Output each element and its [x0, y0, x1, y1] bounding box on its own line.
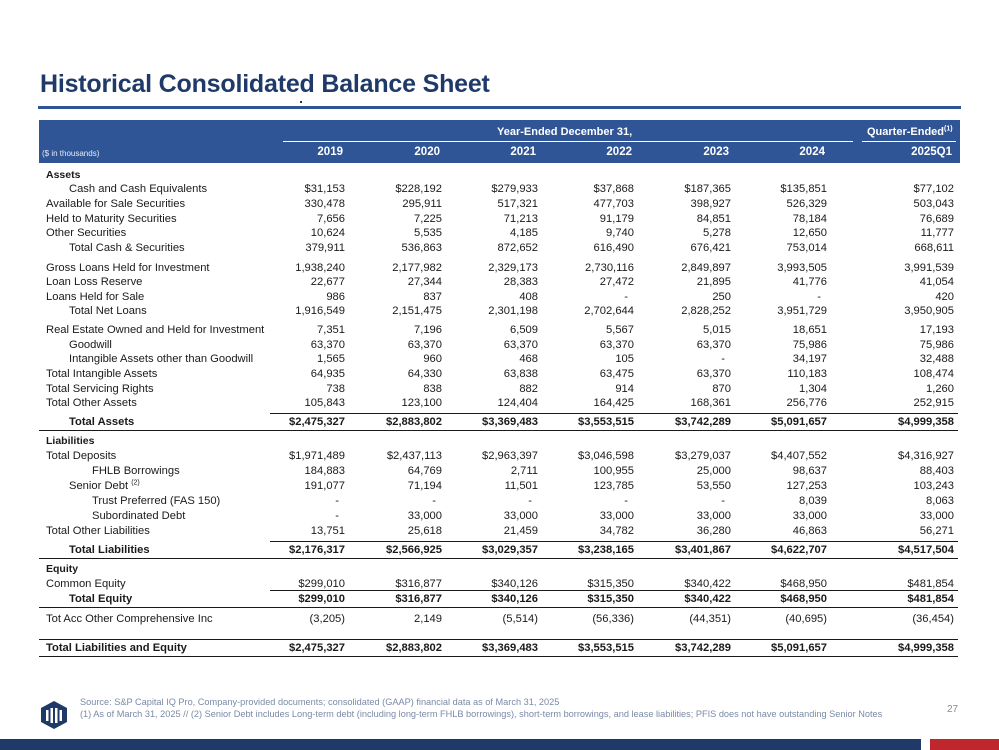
- group-header-quarter-rule: [862, 141, 956, 142]
- cell-2021: 71,213: [503, 213, 538, 225]
- cell-2020: $2,883,802: [386, 642, 442, 654]
- cell-2019: 10,624: [310, 227, 345, 239]
- cell-2025Q1: 3,991,539: [904, 262, 954, 274]
- row-label: Real Estate Owned and Held for Investment: [46, 324, 265, 336]
- cell-2020: 838: [423, 383, 442, 395]
- cell-2025Q1: 252,915: [913, 397, 954, 409]
- cell-2023: 53,550: [696, 480, 731, 492]
- cell-2022: $3,553,515: [578, 642, 634, 654]
- cell-2019: $1,971,489: [289, 450, 345, 462]
- row-label: Goodwill: [69, 339, 112, 351]
- cell-2025Q1: 1,260: [926, 383, 954, 395]
- table-header: [39, 120, 960, 163]
- table-row: [39, 396, 960, 410]
- cell-2024: 1,304: [799, 383, 827, 395]
- cell-2025Q1: 8,063: [926, 495, 954, 507]
- cell-2020: 5,535: [414, 227, 442, 239]
- cell-2021: 63,838: [503, 368, 538, 380]
- row-label: FHLB Borrowings: [92, 465, 180, 477]
- cell-2019: $2,475,327: [289, 642, 345, 654]
- cell-2023: 168,361: [690, 397, 731, 409]
- cell-2019: 191,077: [304, 480, 345, 492]
- cell-2024: 33,000: [792, 510, 827, 522]
- cell-2023: $3,742,289: [675, 416, 731, 428]
- cell-2025Q1: $77,102: [913, 183, 954, 195]
- column-header-2022: 2022: [606, 146, 632, 158]
- cell-2021: 872,652: [497, 242, 538, 254]
- cell-2022: 123,785: [593, 480, 634, 492]
- total-row: [39, 592, 960, 606]
- cell-2021: $2,963,397: [482, 450, 538, 462]
- cell-2022: 91,179: [599, 213, 634, 225]
- cell-2021: $3,369,483: [482, 642, 538, 654]
- cell-2019: 105,843: [304, 397, 345, 409]
- cell-2023: 63,370: [696, 368, 731, 380]
- cell-2023: 63,370: [696, 339, 731, 351]
- cell-2022: 616,490: [593, 242, 634, 254]
- row-label: Held to Maturity Securities: [46, 213, 177, 225]
- total-rule: [39, 607, 958, 608]
- cell-2020: 2,177,982: [392, 262, 442, 274]
- cell-2025Q1: 75,986: [919, 339, 954, 351]
- total-row: [39, 543, 960, 557]
- table-row: [39, 509, 960, 523]
- cell-2022: $3,238,165: [578, 544, 634, 556]
- cell-2021: 408: [519, 291, 538, 303]
- cell-2024: 753,014: [786, 242, 827, 254]
- cell-2024: -: [817, 291, 821, 303]
- cell-2020: 7,196: [414, 324, 442, 336]
- row-label: Total Equity: [69, 593, 133, 605]
- cell-2023: $340,422: [684, 593, 731, 605]
- cell-2025Q1: 3,950,905: [904, 305, 954, 317]
- cell-2025Q1: 668,611: [914, 242, 954, 254]
- row-label: Senior Debt $^{(2)}$: [69, 479, 140, 492]
- cell-2022: $3,046,598: [578, 450, 634, 462]
- cell-2023: 5,015: [703, 324, 731, 336]
- cell-2025Q1: 56,271: [919, 525, 954, 537]
- cell-2020: $2,437,113: [386, 450, 442, 462]
- cell-2025Q1: 420: [935, 291, 954, 303]
- cell-2022: $3,553,515: [578, 416, 634, 428]
- cell-2021: 6,509: [510, 324, 538, 336]
- cell-2021: $279,933: [491, 183, 538, 195]
- table-row: [39, 479, 960, 493]
- cell-2021: $340,126: [491, 578, 538, 590]
- table-row: [39, 323, 960, 337]
- row-label: Total Liabilities: [69, 544, 150, 556]
- total-rule: [270, 541, 958, 542]
- cell-2025Q1: (36,454): [912, 613, 954, 625]
- cell-2025Q1: 41,054: [919, 276, 954, 288]
- row-label: Intangible Assets other than Goodwill: [69, 353, 254, 365]
- cell-2023: 21,895: [696, 276, 731, 288]
- cell-2019: 738: [326, 383, 345, 395]
- cell-2019: 986: [326, 291, 345, 303]
- cell-2019: 22,677: [310, 276, 345, 288]
- section-header: [39, 562, 960, 576]
- table-row: [39, 494, 960, 508]
- cell-2024: 41,776: [792, 276, 827, 288]
- cell-2024: $4,622,707: [771, 544, 827, 556]
- cell-2025Q1: 17,193: [919, 324, 954, 336]
- table-row: [39, 352, 960, 366]
- footer-bar-red: [930, 739, 999, 750]
- cell-2020: $316,877: [395, 578, 442, 590]
- cell-2021: -: [528, 495, 532, 507]
- cell-2019: $31,153: [304, 183, 345, 195]
- cell-2022: $315,350: [587, 578, 634, 590]
- section-header: [39, 434, 960, 448]
- total-row: [39, 641, 960, 655]
- cell-2024: 526,329: [786, 198, 827, 210]
- table-row: [39, 367, 960, 381]
- row-label: Equity: [46, 563, 79, 575]
- cell-2020: 25,618: [407, 525, 442, 537]
- cell-2022: 164,425: [593, 397, 634, 409]
- cell-2019: 63,370: [310, 339, 345, 351]
- row-label: Total Cash & Securities: [69, 242, 185, 254]
- group-header-year: Year-Ended December 31,: [497, 126, 633, 138]
- cell-2019: (3,205): [309, 613, 345, 625]
- cell-2022: 5,567: [606, 324, 634, 336]
- column-header-2021: 2021: [510, 146, 536, 158]
- cell-2023: 2,849,897: [681, 262, 731, 274]
- table-row: [39, 197, 960, 211]
- row-label: Total Other Liabilities: [46, 525, 150, 537]
- cell-2020: 837: [423, 291, 442, 303]
- table-row: [39, 275, 960, 289]
- cell-2020: 7,225: [414, 213, 442, 225]
- cell-2019: 379,911: [305, 242, 345, 254]
- cell-2024: $468,950: [780, 578, 827, 590]
- table-row: [39, 524, 960, 538]
- cell-2022: 34,782: [599, 525, 634, 537]
- column-header-2020: 2020: [414, 146, 440, 158]
- table-row: [39, 226, 960, 240]
- table-row: [39, 290, 960, 304]
- cell-2020: $316,877: [395, 593, 442, 605]
- cell-2021: 468: [519, 353, 538, 365]
- cell-2023: 250: [712, 291, 731, 303]
- table-row: [39, 382, 960, 396]
- cell-2024: $5,091,657: [771, 642, 827, 654]
- row-label: Gross Loans Held for Investment: [46, 262, 210, 274]
- cell-2020: 71,194: [407, 480, 442, 492]
- cell-2021: 517,321: [497, 198, 538, 210]
- cell-2024: (40,695): [785, 613, 827, 625]
- cell-2022: 33,000: [599, 510, 634, 522]
- cell-2020: 27,344: [407, 276, 442, 288]
- cell-2024: 8,039: [799, 495, 827, 507]
- cell-2023: 870: [712, 383, 731, 395]
- row-label: Total Deposits: [46, 450, 117, 462]
- cell-2020: $228,192: [395, 183, 442, 195]
- cell-2021: 63,370: [503, 339, 538, 351]
- shield-logo-icon: [39, 700, 69, 730]
- cell-2020: 63,370: [407, 339, 442, 351]
- row-label: Other Securities: [46, 227, 127, 239]
- cell-2024: $4,407,552: [771, 450, 827, 462]
- cell-2024: 110,183: [787, 368, 827, 380]
- total-rule: [39, 558, 958, 559]
- cell-2023: 33,000: [696, 510, 731, 522]
- row-label: Total Intangible Assets: [46, 368, 158, 380]
- cell-2020: 295,911: [402, 198, 442, 210]
- cell-2020: -: [432, 495, 436, 507]
- row-label: Trust Preferred (FAS 150): [92, 495, 221, 507]
- cell-2019: $2,176,317: [289, 544, 345, 556]
- row-label: Tot Acc Other Comprehensive Inc: [46, 613, 213, 625]
- footer-bar-navy: [0, 739, 921, 750]
- cell-2024: 3,951,729: [777, 305, 827, 317]
- cell-2019: -: [335, 510, 339, 522]
- cell-2024: 12,650: [792, 227, 827, 239]
- table-row: [39, 577, 960, 591]
- column-header-2023: 2023: [703, 146, 729, 158]
- cell-2021: 33,000: [503, 510, 538, 522]
- row-label: Cash and Cash Equivalents: [69, 183, 208, 195]
- row-label: Common Equity: [46, 578, 126, 590]
- cell-2020: $2,566,925: [386, 544, 442, 556]
- cell-2022: 9,740: [606, 227, 634, 239]
- cell-2021: 124,404: [497, 397, 538, 409]
- cell-2019: 1,565: [317, 353, 345, 365]
- page-title: Historical Consolidated Balance Sheet: [40, 70, 490, 98]
- table-row: [39, 612, 960, 626]
- cell-2019: $2,475,327: [289, 416, 345, 428]
- cell-2025Q1: $4,999,358: [898, 642, 954, 654]
- cell-2021: 2,301,198: [488, 305, 538, 317]
- cell-2024: 98,637: [792, 465, 827, 477]
- cell-2024: 46,863: [792, 525, 827, 537]
- cell-2023: 36,280: [696, 525, 731, 537]
- cell-2022: $37,868: [593, 183, 634, 195]
- cell-2021: 28,383: [503, 276, 538, 288]
- table-row: [39, 182, 960, 196]
- cell-2021: 882: [519, 383, 538, 395]
- row-label: Available for Sale Securities: [46, 198, 186, 210]
- cell-2022: 105: [615, 353, 634, 365]
- cell-2021: 2,329,173: [488, 262, 538, 274]
- table-row: [39, 449, 960, 463]
- cell-2019: 184,883: [304, 465, 345, 477]
- cell-2025Q1: 11,777: [920, 227, 954, 239]
- table-row: [39, 241, 960, 255]
- footnote-text: (1) As of March 31, 2025 // (2) Senior Debt includes Long-term debt (including long-term FHLB borrowings), short-term borrowings, and lease liabilities; PFIS does not have outstanding Senior Notes: [80, 708, 883, 719]
- cell-2022: 63,475: [599, 368, 634, 380]
- cell-2021: $3,369,483: [482, 416, 538, 428]
- cell-2020: 960: [423, 353, 442, 365]
- footnotes: [80, 697, 920, 720]
- source-note: Source: S&P Capital IQ Pro, Company-provided documents; consolidated (GAAP) financial data as of March 31, 2025: [80, 697, 560, 707]
- cell-2020: 123,100: [401, 397, 442, 409]
- total-rule: [270, 413, 958, 414]
- row-label: Subordinated Debt: [92, 510, 186, 522]
- cell-2021: (5,514): [502, 613, 538, 625]
- total-rule: [39, 639, 958, 640]
- cell-2022: 2,730,116: [585, 262, 634, 274]
- cell-2019: 7,351: [317, 324, 345, 336]
- units-label: ($ in thousands): [42, 149, 100, 158]
- cell-2022: 100,955: [593, 465, 634, 477]
- cell-2022: 477,703: [593, 198, 634, 210]
- cell-2019: $299,010: [298, 593, 345, 605]
- cell-2025Q1: 76,689: [919, 213, 954, 225]
- cell-2019: 1,916,549: [295, 305, 345, 317]
- table-row: [39, 338, 960, 352]
- cell-2024: 256,776: [786, 397, 827, 409]
- cell-2019: 1,938,240: [295, 262, 345, 274]
- cell-2020: 33,000: [407, 510, 442, 522]
- cell-2019: -: [335, 495, 339, 507]
- total-row: [39, 415, 960, 429]
- table-row: [39, 304, 960, 318]
- cell-2024: 127,253: [786, 480, 827, 492]
- cell-2021: 4,185: [510, 227, 538, 239]
- cell-2021: $340,126: [491, 593, 538, 605]
- cell-2024: 78,184: [792, 213, 827, 225]
- cell-2023: 2,828,252: [681, 305, 731, 317]
- cell-2023: 5,278: [703, 227, 731, 239]
- column-header-2024: 2024: [799, 146, 825, 158]
- cell-2022: 914: [615, 383, 634, 395]
- column-header-2019: 2019: [317, 146, 343, 158]
- cell-2023: $3,401,867: [675, 544, 731, 556]
- row-label: Total Net Loans: [69, 305, 147, 317]
- cell-2023: $3,279,037: [675, 450, 731, 462]
- cell-2023: 84,851: [696, 213, 731, 225]
- cell-2024: 3,993,505: [777, 262, 827, 274]
- cell-2023: $3,742,289: [675, 642, 731, 654]
- cell-2022: 63,370: [599, 339, 634, 351]
- cell-2023: (44,351): [689, 613, 731, 625]
- cell-2024: 34,197: [792, 353, 827, 365]
- total-rule: [39, 656, 958, 657]
- cell-2024: $135,851: [780, 183, 827, 195]
- cell-2019: 13,751: [310, 525, 345, 537]
- cell-2025Q1: $4,999,358: [898, 416, 954, 428]
- cell-2020: 64,330: [407, 368, 442, 380]
- row-label: Assets: [46, 169, 81, 181]
- cell-2025Q1: 32,488: [919, 353, 954, 365]
- cell-2024: 75,986: [792, 339, 827, 351]
- cell-2025Q1: $481,854: [907, 593, 954, 605]
- row-label: Total Liabilities and Equity: [46, 642, 187, 654]
- cell-2025Q1: $4,316,927: [898, 450, 954, 462]
- cell-2020: 536,863: [401, 242, 442, 254]
- column-header-2025Q1: 2025Q1: [911, 146, 952, 158]
- table-row: [39, 212, 960, 226]
- cell-2022: 27,472: [599, 276, 634, 288]
- row-label: Total Other Assets: [46, 397, 137, 409]
- row-label: Total Servicing Rights: [46, 383, 154, 395]
- cell-2021: 11,501: [504, 480, 538, 492]
- total-rule: [39, 430, 958, 431]
- cell-2023: 398,927: [690, 198, 731, 210]
- cell-2019: 330,478: [304, 198, 345, 210]
- cell-2024: $5,091,657: [771, 416, 827, 428]
- cell-2021: 21,459: [503, 525, 538, 537]
- cell-2025Q1: 88,403: [919, 465, 954, 477]
- cell-2025Q1: $481,854: [907, 578, 954, 590]
- table-row: [39, 261, 960, 275]
- row-label: Liabilities: [46, 435, 95, 447]
- decorative-dot: [300, 101, 302, 103]
- cell-2025Q1: 108,474: [913, 368, 954, 380]
- cell-2023: 676,421: [690, 242, 731, 254]
- cell-2023: -: [721, 495, 725, 507]
- cell-2021: $3,029,357: [482, 544, 538, 556]
- page-number: 27: [947, 704, 959, 715]
- row-label: Total Assets: [69, 416, 135, 428]
- cell-2025Q1: 503,043: [913, 198, 954, 210]
- row-label: Loan Loss Reserve: [46, 276, 143, 288]
- cell-2020: 2,151,475: [392, 305, 442, 317]
- cell-2025Q1: 103,243: [913, 480, 954, 492]
- cell-2021: 2,711: [510, 465, 538, 477]
- cell-2022: 2,702,644: [584, 305, 634, 317]
- group-header-year-rule: [283, 141, 853, 142]
- cell-2022: -: [624, 291, 628, 303]
- cell-2020: 2,149: [414, 613, 442, 625]
- table-row: [39, 464, 960, 478]
- cell-2023: $340,422: [684, 578, 731, 590]
- cell-2025Q1: $4,517,504: [898, 544, 954, 556]
- title-rule: [38, 106, 961, 109]
- group-header-quarter: Quarter-Ended$^{(1)}$: [867, 125, 953, 138]
- cell-2024: 18,651: [792, 324, 827, 336]
- cell-2025Q1: 33,000: [919, 510, 954, 522]
- cell-2019: 7,656: [317, 213, 345, 225]
- cell-2022: $315,350: [587, 593, 634, 605]
- cell-2023: -: [721, 353, 725, 365]
- cell-2019: $299,010: [298, 578, 345, 590]
- cell-2022: -: [624, 495, 628, 507]
- row-label: Loans Held for Sale: [46, 291, 145, 303]
- cell-2023: $187,365: [684, 183, 731, 195]
- cell-2022: (56,336): [592, 613, 634, 625]
- cell-2020: 64,769: [407, 465, 442, 477]
- section-header: [39, 168, 960, 182]
- cell-2020: $2,883,802: [386, 416, 442, 428]
- cell-2024: $468,950: [780, 593, 827, 605]
- cell-2023: 25,000: [696, 465, 731, 477]
- total-rule: [270, 590, 958, 591]
- cell-2019: 64,935: [310, 368, 345, 380]
